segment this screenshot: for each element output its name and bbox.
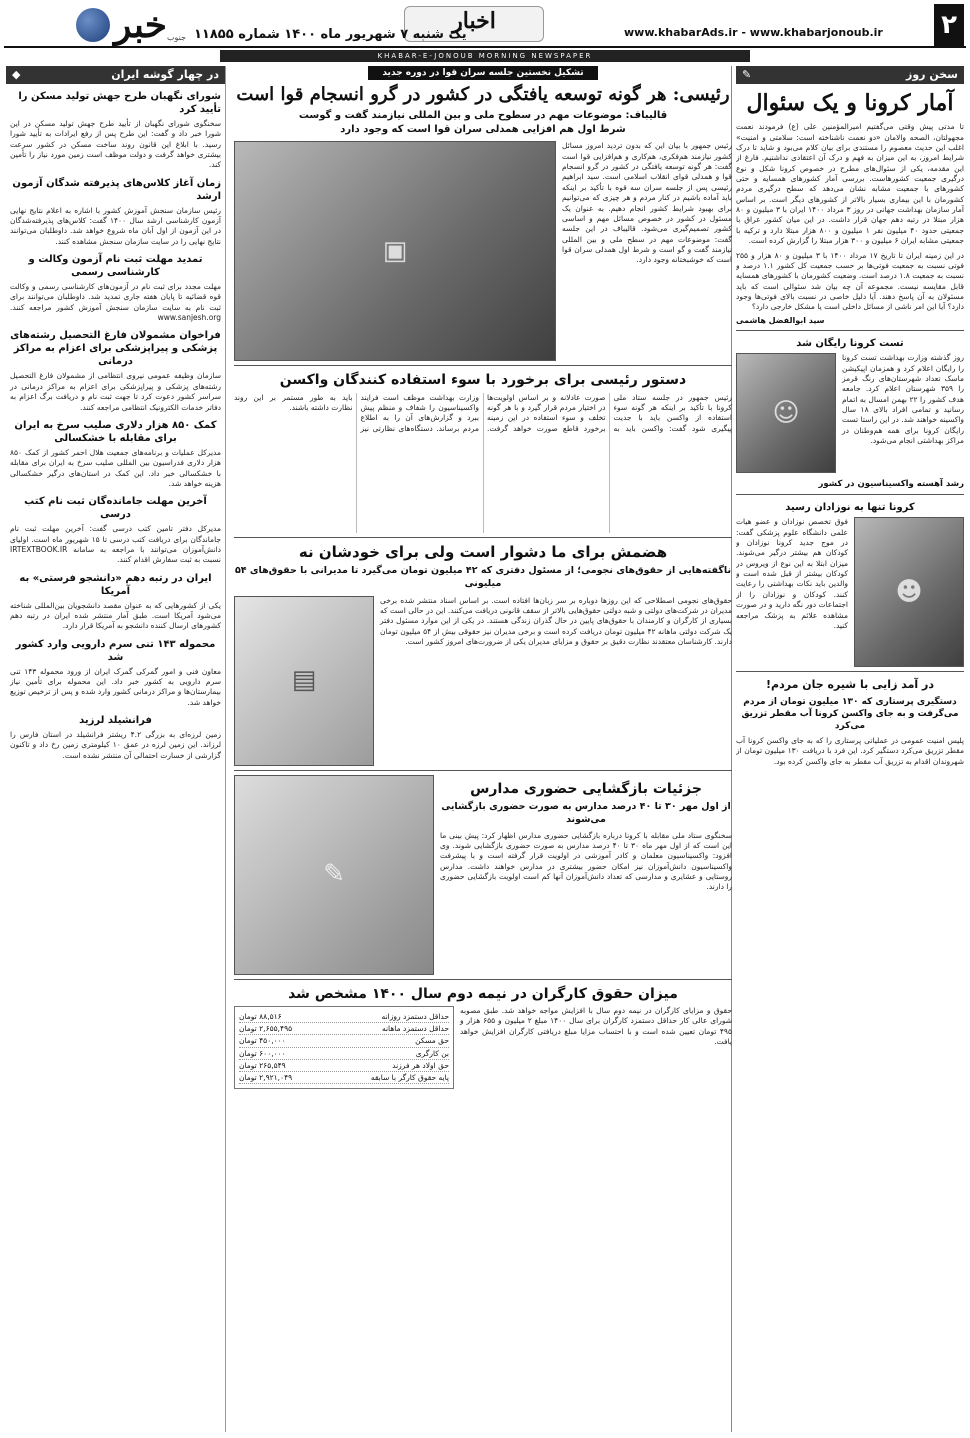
vaccine-abuse-body: رئیس جمهور در جلسه ستاد ملی کرونا با تأکید بر اینکه هر گونه سوء استفاده از واکسن باید با جدیت پیگیری شود گفت: واکسن باید به صورت عادلانه و بر اساس اولویت‌ها در اختیار مردم قرار گیرد و با هر گونه تخلف و سوء استفاده در این زمینه برخورد قاطع صورت خواهد گرفت. وزارت بهداشت موظف است فرایند واکسیناسیون را شفاف و منظم پیش ببرد و گزارش‌های آن را به اطلاع مردم برساند. دستگاه‌های نظارتی نیز باید به طور مستمر بر این روند نظارت داشته باشند.: [234, 392, 732, 433]
regional-items: [6, 90, 225, 761]
child-mask-photo: ☺: [736, 353, 836, 473]
infants-body: فوق تخصص نوزادان و عضو هیات علمی دانشگاه علوم پزشکی گفت: در موج جدید کرونا نوزادان و کودکان هم بیشتر درگیر می‌شوند. میزان ابتلا به این نوع از ویروس در کودکان بیشتر از قبل شده است و والدین باید نکات بهداشتی را رعایت کنند. کودکان و نوزادان را از اجتماعات دور نگه دارید و در صورت مشاهده علائم به پزشک مراجعه کنید.: [736, 517, 848, 630]
row-label: بن کارگری: [415, 1048, 449, 1058]
editorial-body: تا مدتی پیش وقتی می‌گفتیم امیرالمؤمنین علی (ع) فرمودند نعمت مجهولتان، الصحه والامان «دو نعمت ناشناخته است: سلامتی و امنیت» اغلب این حدیث معصوم را مستندی برای بیان کلام می‌بود و شاید تا درک شرایط امروز، به این میزان به فهم و درک آن اعتقادی نداشتیم. فارغ از این مقدمه، یکی از سئوال‌های مطرح در خصوص کرونا شکل و نوع درگیری جمعیت کشورهاست. بررسی آمار کشورهای همسایه و حتی کشورهای با جمعیت مشابه نشان می‌دهد که سطح درگیری مردم کشورمان با این بیماری بسیار بالاتر از کشورهای دیگر است. بر اساس آمار سازمان بهداشت جهانی در روز ۳ مرداد ۱۴۰۰ ایران با ۳ میلیون و ۸۰ هزار مبتلا در رتبه دهم جهان قرار داشت. در این میان کشور عراق با جمعیتی حدود ۴۰ میلیون نفر ۱ میلیون و ۸۰۰ هزار مبتلا دارد و ترکیه با جمعیتی مشابه ایران ۶ میلیون و ۳۰۰ هزار مبتلا را گزارش کرده است.: [736, 122, 964, 246]
masthead: [4, 4, 966, 48]
masthead-strip: KHABAR-E-JONOUB MORNING NEWSPAPER: [220, 50, 750, 62]
editorial-byline: سید ابوالفضل هاشمی: [736, 315, 825, 325]
logo-tag: جنوب: [166, 33, 186, 43]
regional-label: در چهار گوشه ایران: [111, 68, 219, 81]
nurse-title: در آمد زایی با شیره جان مردم!: [766, 678, 934, 692]
table-row: [239, 1072, 449, 1084]
editorial-body-2: در این زمینه ایران تا تاریخ ۱۷ مرداد ۱۴۰۰ با ۳ میلیون و ۸۰ هزار و ۲۵۵ فوتی نسبت به جمعیت فوتی‌ها بر حسب جمعیت کل کشور ۱.۱ درصد و نسبت به جمعیت ۱.۸ درصد است. وضعیت کشورمان با کشورهای همسایه قابل مقایسه نیست. مجموعه آن چه بیان شد سئوالی است که باید مسئولان به آن پاسخ دهند. آیا دلیل خاصی در نسبت بالای فوتی‌ها وجود دارد؟ آیا این امر ناشی از مسائل داخلی است یا مشکل خارجی دارد؟: [736, 250, 964, 312]
schools-subtitle: از اول مهر ۳۰ تا ۴۰ درصد مدارس به صورت حضوری بازگشایی می‌شوند: [441, 800, 731, 825]
row-value: ۲۶۵,۵۴۹ تومان: [239, 1060, 286, 1070]
wages-body: حقوق و مزایای کارگران در نیمه دوم سال با افزایش مواجه خواهد شد. طبق مصوبه شورای عالی کار حداقل دستمزد کارگران برای سال ۱۴۰۰ مبلغ ۲ میلیون و ۶۵۵ هزار و ۴۹۵ تومان تعیین شده است و با احتساب مزایا مبلغ دریافتی کارگران افزایش خواهد یافت.: [460, 1005, 732, 1046]
wages-story: [234, 1006, 732, 1090]
news-body: مدیرکل عملیات و برنامه‌های جمعیت هلال احمر کشور از کمک ۸۵۰ هزار دلاری فدراسیون بین المللی صلیب سرخ به ایران برای مقابله با خشکسالی خبر داد. این کمک در استان‌های درگیر خشکسالی هزینه خواهد شد.: [10, 447, 221, 488]
news-title: فراخوان مشمولان فارغ التحصیل رشته‌های پزشکی و پیراپزشکی برای اعزام به مراکز درمانی: [10, 330, 221, 368]
regional-column: [6, 66, 226, 1432]
divider: [234, 979, 732, 980]
editorial-column: [736, 66, 964, 1432]
row-label: حداقل دستمزد روزانه: [381, 1011, 449, 1021]
schools-text: [440, 775, 732, 975]
lead-story: [234, 141, 732, 361]
table-row: [239, 1011, 449, 1023]
vaccine-abuse-title: دستور رئیسی برای برخورد با سوء استفاده کنندگان واکسن: [279, 372, 687, 389]
page-number: ۲: [934, 4, 964, 46]
table-row: [239, 1060, 449, 1072]
row-label: حداقل دستمزد ماهانه: [381, 1024, 449, 1034]
divider: [736, 494, 964, 495]
lead-subtitle-2: شرط اول هم افزایی همدلی سران قوا است که وجود دارد: [340, 123, 626, 135]
news-title: زمان آغاز کلاس‌های پذیرفته شدگان آزمون ارشد: [12, 177, 221, 202]
websites[interactable]: www.khabarAds.ir - www.khabarjonoub.ir: [624, 26, 883, 39]
table-row: [239, 1048, 449, 1060]
nurse-body: پلیس امنیت عمومی در عملیاتی پرستاری را که به جای واکسن کرونا آب مقطر تزریق می‌کرد دستگیر کرد. این فرد با دریافت ۱۳۰ میلیون تومان از شهروندان اقدام به تزریق آب مقطر به جای واکسن کرده بود.: [736, 736, 964, 766]
schools-story: [234, 775, 732, 975]
divider: [736, 671, 964, 672]
map-icon: ◆: [12, 68, 21, 81]
editorial-header: [736, 66, 964, 84]
news-body: مهلت مجدد برای ثبت نام در آزمون‌های کارشناسی رسمی و وکالت قوه قضائیه تا پایان هفته جاری تمدید شد. داوطلبان می‌توانند برای ثبت نام به سایت سازمان سنجش آموزش کشور مراجعه کنند. www.sanjesh.org: [10, 282, 221, 323]
lead-body: رئیس جمهور با بیان این که بدون تردید امروز مسائل کشور نیازمند هم‌فکری، هم‌کاری و هم‌افزایی قوا است گفت: هر گونه توسعه یافتگی در کشور در گرو انسجام قوا و همدلی قوای انقلاب اسلامی است. سید ابراهیم رئیسی پس از جلسه سران سه قوه با تأکید بر اینکه باید آماده باشیم در کنار مردم و هر چیزی که می‌توانیم برای بهبود شرایط کشور انجام دهیم. به عنوان یک مسئول در کشور در خصوص مسائل مهم و اساسی کشور تصمیم‌گیری می‌شود. قالیباف در این جلسه گفت: موضوعات مهم در سطح ملی و بین المللی نیازمند گفت و گو است و شرط اول همدلی سران قوا است که خوشبختانه وجود دارد.: [562, 141, 732, 265]
table-row: [239, 1035, 449, 1047]
news-body: زمین لرزه‌ای به بزرگی ۴.۲ ریشتر فرانشیلد در استان فارس را لرزاند. این زمین لرزه در عمق ۱۰ کیلومتری زمین رخ داد و تاکنون گزارشی از خسارت احتمالی آن منتشر نشده است.: [10, 730, 221, 760]
infant-photo: ☻: [854, 517, 964, 667]
logo: [6, 4, 186, 46]
schools-body: سخنگوی ستاد ملی مقابله با کرونا درباره بازگشایی حضوری مدارس اظهار کرد: پیش بینی ما این است که از اول مهر ماه ۳۰ تا ۴۰ درصد مدارس به صورت حضوری بازگشایی شوند. وی افزود: واکسیناسیون معلمان و کادر آموزشی در اولویت قرار گرفته است و با پیشرفت واکسیناسیون دانش‌آموزان نیز امکان حضور بیشتری در مدارس خواهند داشت. مدارس روستایی و عشایری و مدارسی که تعداد دانش‌آموزان آنها کم است اولویت بازگشایی حضوری را دارند.: [440, 830, 732, 892]
salaries-body: حقوق‌های نجومی اصطلاحی که این روزها دوباره بر سر زبان‌ها افتاده است. بر اساس اسناد منتشر شده برخی مدیران در شرکت‌های دولتی و شبه دولتی حقوق‌هایی بالاتر از سقف قانونی دریافت می‌کنند. این در حالی است که بسیاری از کارگران و کارمندان با حقوق‌های پایین در حال گذران زندگی هستند. در یکی از این موارد مسئول دفتر یک شرکت دولتی ماهانه ۴۲ میلیون تومان دریافت کرده است و برخی مدیران نیز حقوقی بیش از ۵۴ میلیون تومان دارند. کارشناسان معتقدند نظارت دقیق بر حقوق و مزایای مدیران یکی از ضرورت‌های امروز کشور است.: [380, 595, 732, 647]
news-title: شورای نگهبان طرح جهش تولید مسکن را تأیید کرد: [18, 91, 221, 115]
wages-table: [234, 1006, 454, 1090]
divider: [234, 365, 732, 366]
salaries-subtitle: ناگفته‌هایی از حقوق‌های نجومی؛ از مسئول دفتری که ۴۲ میلیون تومان می‌گیرد تا مدیرانی با حقوق‌های ۵۴ میلیونی: [234, 565, 732, 589]
news-title: کمک ۸۵۰ هزار دلاری صلیب سرخ به ایران برای مقابله با خشکسالی: [14, 419, 217, 444]
lead-title: رئیسی: هر گونه توسعه یافتگی در کشور در گرو انسجام قوا است: [236, 84, 730, 106]
news-title: تمدید مهلت ثبت نام آزمون وکالت و کارشناسی رسمی: [28, 254, 203, 279]
editorial-title: آمار کرونا و یک سئوال: [746, 90, 954, 116]
row-value: ۸۸,۵۱۶ تومان: [239, 1011, 282, 1021]
news-title: محموله ۱۴۳ تنی سرم دارویی وارد کشور شد: [15, 638, 216, 663]
covid-test-story: [736, 353, 964, 473]
news-body: مدیرکل دفتر تامین کتب درسی گفت: آخرین مهلت ثبت نام جاماندگان برای دریافت کتب درسی تا ۱۵ شهریور ماه است. اولیای دانش‌آموزان می‌توانند با مراجعه به سامانه IRTEXTBOOK.IR نسبت به ثبت سفارش اقدام کنند.: [10, 524, 221, 565]
pen-icon: ✎: [742, 68, 752, 81]
section-title: اخبار: [404, 6, 544, 42]
row-value: ۲,۹۲۱,۰۴۹ تومان: [239, 1073, 293, 1083]
regional-header: [6, 66, 225, 84]
news-body: رئیس سازمان سنجش آموزش کشور با اشاره به اعلام نتایج نهایی آزمون کارشناسی ارشد سال ۱۴۰۰ گفت: کلاس‌های پذیرفته‌شدگان در این آزمون از اول آبان ماه شروع خواهد شد. داوطلبان می‌توانند نتایج نهایی را در سایت سازمان سنجش مشاهده کنند.: [10, 205, 221, 246]
infants-title: کرونا تنها به نوزادان رسید: [785, 502, 915, 514]
news-body: یکی از کشورهایی که به عنوان مقصد دانشجویان بین‌المللی شناخته می‌شود آمریکا است. طبق آمار منتشر شده ایران در رتبه دهم کشورهای ارسال کننده دانشجو به آمریکا قرار دارد.: [10, 600, 221, 631]
nurse-subtitle: دستگیری پرستاری که ۱۳۰ میلیون تومان از مردم می‌گرفت و به جای واکسن کرونا آب مقطر تزریق می‌کرد: [741, 696, 959, 731]
issue-date: یک شنبه ۷ شهریور ماه ۱۴۰۰ شماره ۱۱۸۵۵: [194, 27, 467, 42]
row-value: ۴۵۰,۰۰۰ تومان: [239, 1036, 286, 1046]
covid-test-title: تست کرونا رایگان شد: [796, 338, 904, 350]
divider: [736, 330, 964, 331]
table-row: [239, 1023, 449, 1035]
editorial-label: سخن روز: [906, 68, 958, 81]
lead-kicker: تشکیل نخستین جلسه سران قوا در دوره جدید: [368, 66, 598, 80]
row-value: ۶۰۰,۰۰۰ تومان: [239, 1048, 286, 1058]
leaders-meeting-photo: ▣: [234, 141, 556, 361]
main-news: [234, 66, 732, 1432]
divider: [234, 770, 732, 771]
wages-title: میزان حقوق کارگران در نیمه دوم سال ۱۴۰۰ مشخص شد: [288, 985, 678, 1002]
news-title: فرانشیلد لرزید: [79, 715, 152, 726]
banknotes-photo: ▤: [234, 596, 374, 766]
vaccination-subhead: رشد آهسته واکسیناسیون در کشور: [818, 479, 964, 490]
row-label: حق مسکن: [415, 1036, 449, 1046]
row-value: ۲,۶۵۵,۴۹۵ تومان: [239, 1024, 293, 1034]
row-label: حق اولاد هر فرزند: [392, 1060, 449, 1070]
salaries-title: هضمش برای ما دشوار است ولی برای خودشان نه: [298, 542, 668, 561]
news-body: سخنگوی شورای نگهبان از تأیید طرح جهش تولید مسکن در این شورا خبر داد و گفت: این طرح پس از رفع ایرادات به تأیید شورا رسید. با ابلاغ این قانون روند ساخت مسکن در کشور سرعت بیشتری خواهد گرفت و دولت موظف است زمین مورد نیاز را تأمین کند.: [10, 119, 221, 170]
news-title: ایران در رتبه دهم «دانشجو فرستی» به آمریکا: [19, 572, 212, 597]
news-body: سازمان وظیفه عمومی نیروی انتظامی از مشمولان فارغ التحصیل رشته‌های پزشکی و پیراپزشکی برای اعزام به مراکز درمانی در سراسر کشور دعوت کرد تا جهت ثبت نام و دریافت برگ اعزام به دفاتر خدمات الکترونیک انتظامی مراجعه کنند.: [10, 371, 221, 412]
covid-test-body: روز گذشته وزارت بهداشت تست کرونا را رایگان اعلام کرد و همزمان اپیکیشن ماسک تعداد شهرستان‌های رنگ قرمز را ۳۵۹ شهرستان اعلام کرد. جامعه هدف کشور را ۲۲ بهمن امسال به اتمام رسانید و تمامی افراد بالای ۱۸ سال واکسینه خواهند شد. در این راستا تست رایگان کرونا برای همه هم‌وطنان در مراکز بهداشتی انجام می‌شود.: [842, 353, 964, 446]
schools-title: جزئیات بازگشایی حضوری مدارس: [470, 780, 702, 797]
salaries-story: [234, 596, 732, 766]
infants-story: [736, 517, 964, 667]
globe-icon: [76, 8, 110, 42]
students-photo: ✎: [234, 775, 434, 975]
news-title: آخرین مهلت جامانده‌گان ثبت نام کتب درسی: [24, 496, 207, 521]
logo-word: خبر: [113, 3, 167, 46]
row-label: پایه حقوق کارگر با سابقه: [370, 1073, 449, 1083]
lead-subtitle-1: قالیباف: موضوعات مهم در سطوح ملی و بین المللی نیازمند گفت و گوست: [298, 110, 668, 122]
divider: [234, 537, 732, 538]
news-body: معاون فنی و امور گمرکی گمرک ایران از ورود محموله ۱۴۳ تنی سرم دارویی به کشور خبر داد. این محموله برای تأمین نیاز بیمارستان‌ها و مراکز درمانی کشور وارد شده و پس از ترخیص توزیع خواهد شد.: [10, 666, 221, 707]
